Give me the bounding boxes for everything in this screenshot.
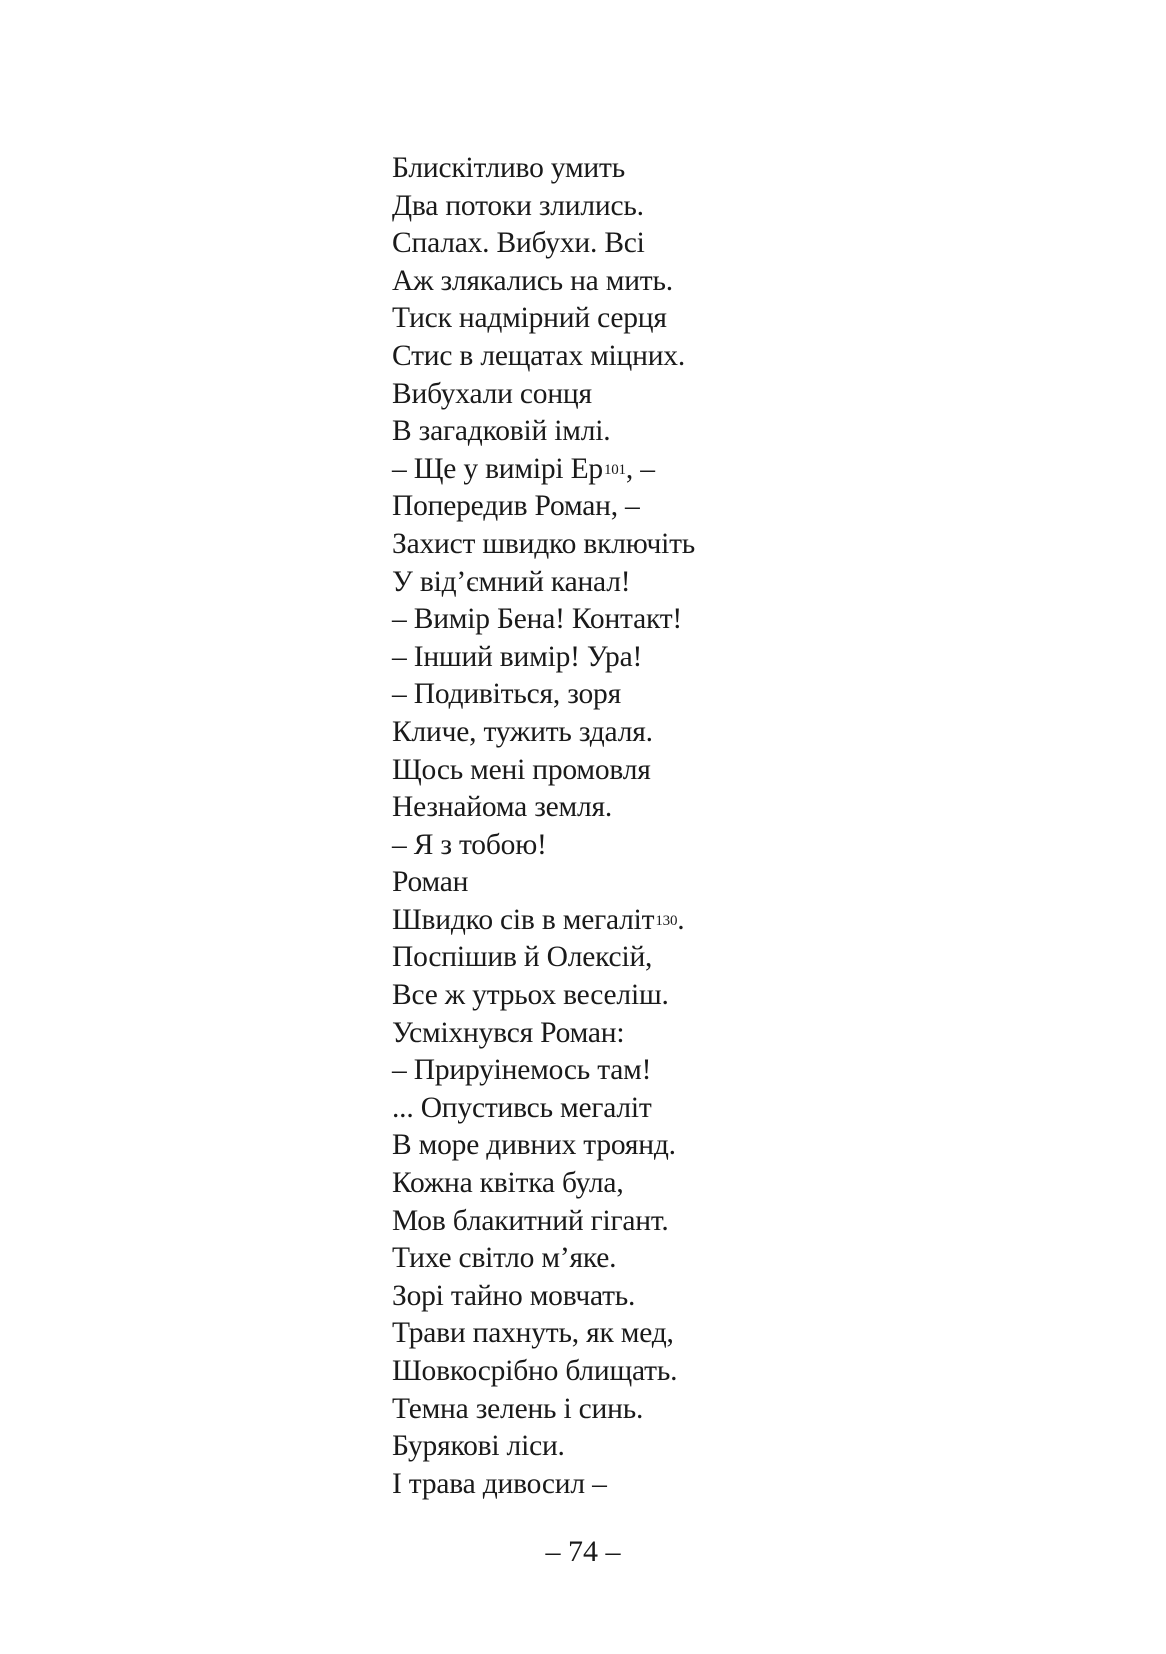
poem-line-text: – Вимір Бена! Контакт! [392,603,683,636]
poem-line [392,1353,695,1391]
poem-line-text: Захист швидко включіть [392,527,696,560]
poem-line-text: – Прируінемось там! [392,1054,652,1087]
poem-line [392,413,695,451]
poem-line [392,1090,695,1128]
poem-line [392,188,695,226]
poem-line [392,1127,695,1165]
poem-line [392,1165,695,1203]
poem-line-text: Незнайома земля. [392,791,613,824]
poem-line-text: Кожна квітка була, [392,1167,624,1200]
poem-line-text: Мов блакитний гігант. [392,1204,669,1237]
footnote-marker: 101 [603,461,626,478]
poem-line [392,263,695,301]
poem-line [392,827,695,865]
poem-line-text: Стис в лещатах міцних. [392,339,686,372]
poem-line-text: Усміхнувся Роман: [392,1016,625,1049]
poem-line [392,601,695,639]
footnote-marker: 130 [655,912,678,929]
poem-line-text: ... Опустивсь мегаліт [392,1091,652,1124]
poem-line [392,1015,695,1053]
poem-line [392,376,695,414]
poem-line-text: – Подивіться, зоря [392,678,621,711]
poem-line-text: І трава дивосил – [392,1467,607,1500]
poem-line-text: – Ще у вимірі Ер [392,452,603,485]
poem-line-text: Тихе світло м’яке. [392,1242,617,1275]
poem-line [392,1203,695,1241]
poem-line-text: У від’ємний канал! [392,565,631,598]
poem-line [392,902,695,940]
poem-line [392,300,695,338]
poem-line [392,977,695,1015]
poem-line [392,1428,695,1466]
poem-line [392,1278,695,1316]
poem-line [392,488,695,526]
poem-line [392,1240,695,1278]
page-number: – 74 – [545,1535,621,1568]
poem-line-text: Попередив Роман, – [392,490,640,523]
poem-line-text: Бурякові ліси. [392,1430,565,1463]
poem-line [392,639,695,677]
poem-line-text: Тиск надмірний серця [392,302,667,335]
poem-line [392,451,695,489]
poem-line [392,1391,695,1429]
poem-line-text: Щось мені промовля [392,753,651,786]
poem-line [392,714,695,752]
poem-line [392,1315,695,1353]
poem-line-text: Швидко сів в мегаліт [392,903,655,936]
poem-line-text: Поспішив й Олексій, [392,941,653,974]
poem-line-text: – Інший вимір! Ура! [392,640,643,673]
poem-line [392,939,695,977]
poem-line [392,789,695,827]
poem-line-text: Два потоки злились. [392,189,644,222]
poem-line [392,338,695,376]
poem-line-text: Аж злякались на мить. [392,264,673,297]
poem-line [392,1052,695,1090]
poem-line-text: В загадковій імлі. [392,415,611,448]
poem-line-tail: . [677,903,685,936]
poem-line-text: Трави пахнуть, як мед, [392,1317,674,1350]
poem-line-text: Темна зелень і синь. [392,1392,644,1425]
poem-line-text: – Я з тобою! [392,828,547,861]
poem-line-text: Кличе, тужить здаля. [392,715,653,748]
poem-line [392,526,695,564]
poem-line-text: В море дивних троянд. [392,1129,676,1162]
poem-line-text: Все ж утрьох веселіш. [392,979,669,1012]
poem-line [392,225,695,263]
poem-line [392,1466,695,1504]
poem-line-tail: , – [625,452,655,485]
poem-text [392,150,695,1503]
poem-line-text: Блискітливо умить [392,152,625,184]
poem-line-text: Спалах. Вибухи. Всі [392,227,645,260]
poem-line [392,564,695,602]
poem-line-text: Роман [392,866,469,899]
poem-line-text: Шовкосрібно блищать. [392,1355,678,1387]
poem-line [392,752,695,790]
poem-line [392,676,695,714]
poem-line [392,150,695,188]
poem-line-text: Вибухали сонця [392,377,592,410]
poem-line [392,864,695,902]
poem-line-text: Зорі тайно мовчать. [392,1279,636,1312]
